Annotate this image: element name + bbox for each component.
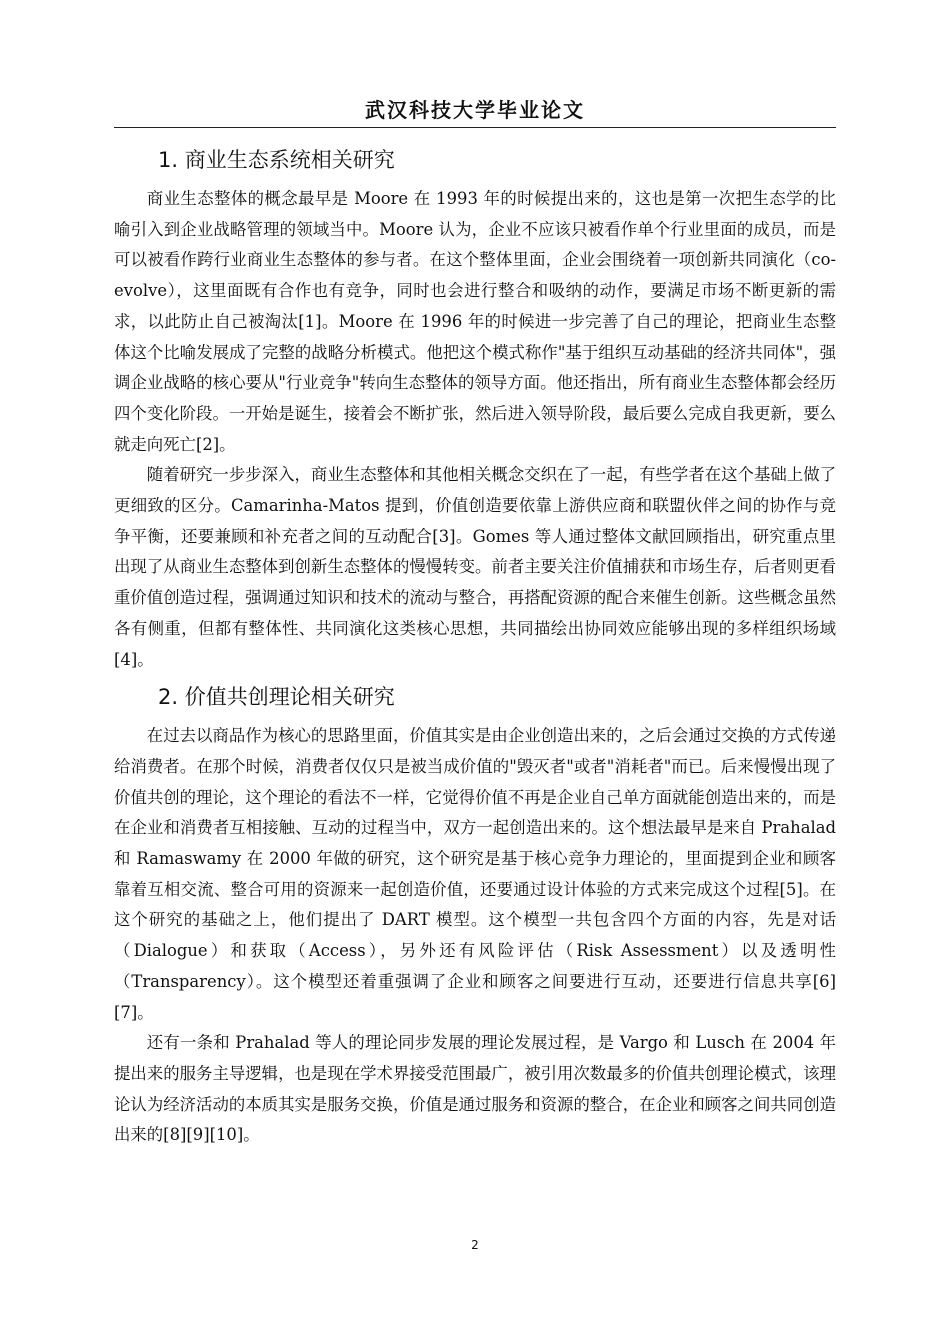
paragraph: 商业生态整体的概念最早是 Moore 在 1993 年的时候提出来的，这也是第一次把生态学的比喻引入到企业战略管理的领域当中。Moore 认为，企业不应该只被看作单个行业里面的成员，而是可以被看作跨行业商业生态整体的参与者。在这个整体里面，企业会围绕着一项创新共同演化（co-evolve），这里面既有合作也有竞争，同时也会进行整合和吸纳的动作，要满足市场不断更新的需求，以此防止自己被淘汰[1]。Moore 在 1996 年的时候进一步完善了自己的理论，把商业生态整体这个比喻发展成了完整的战略分析模式。他把这个模式称作"基于组织互动基础的经济共同体"，强调企业战略的核心要从"行业竞争"转向生态整体的领导方面。他还指出，所有商业生态整体都会经历四个变化阶段。一开始是诞生，接着会不断扩张，然后进入领导阶段，最后要么完成自我更新，要么就走向死亡[2]。: [114, 189, 836, 454]
section-heading-business-ecosystem: 1. 商业生态系统相关研究: [158, 148, 395, 172]
paragraph: 随着研究一步步深入，商业生态整体和其他相关概念交织在了一起，有些学者在这个基础上做了更细致的区分。Camarinha-Matos 提到，价值创造要依靠上游供应商和联盟伙伴之间的协作与竞争平衡，还要兼顾和补充者之间的互动配合[3]。Gomes 等人通过整体文献回顾指出，研究重点里出现了从商业生态整体到创新生态整体的慢慢转变。前者主要关注价值捕获和市场生存，后者则更看重价值创造过程，强调通过知识和技术的流动与整合，再搭配资源的配合来催生创新。这些概念虽然各有侧重，但都有整体性、共同演化这类核心思想，共同描绘出协同效应能够出现的多样组织场域[4]。: [114, 465, 836, 669]
section-heading-value-cocreation: 2. 价值共创理论相关研究: [158, 685, 395, 710]
page-header-title: 武汉科技大学毕业论文: [365, 98, 585, 122]
page-number: 2: [471, 1238, 479, 1252]
paragraph: 还有一条和 Prahalad 等人的理论同步发展的理论发展过程，是 Vargo 和 Lusch 在 2004 年提出来的服务主导逻辑，也是现在学术界接受范围最广，被引用次数最多的价值共创理论模式，该理论认为经济活动的本质其实是服务交换，价值是通过服务和资源的整合，在企业和顾客之间共同创造出来的[8][9][10]。: [114, 1033, 836, 1145]
page-body: [114, 140, 836, 1151]
paragraph: 在过去以商品作为核心的思路里面，价值其实是由企业创造出来的，之后会通过交换的方式传递给消费者。在那个时候，消费者仅仅只是被当成价值的"毁灭者"或者"消耗者"而已。后来慢慢出现了价值共创的理论，这个理论的看法不一样，它觉得价值不再是企业自己单方面就能创造出来的，而是在企业和消费者互相接触、互动的过程当中，双方一起创造出来的。这个想法最早是来自 Prahalad 和 Ramaswamy 在 2000 年做的研究，这个研究是基于核心竞争力理论的，里面提到企业和顾客靠着互相交流、整合可用的资源来一起创造价值，还要通过设计体验的方式来完成这个过程[5]。在这个研究的基础之上，他们提出了 DART 模型。这个模型一共包含四个方面的内容，先是对话（Dialogue）和获取（Access），另外还有风险评估（Risk Assessment）以及透明性（Transparency）。这个模型还着重强调了企业和顾客之间要进行互动，还要进行信息共享[6][7]。: [114, 726, 836, 1022]
header-divider: [114, 127, 836, 128]
